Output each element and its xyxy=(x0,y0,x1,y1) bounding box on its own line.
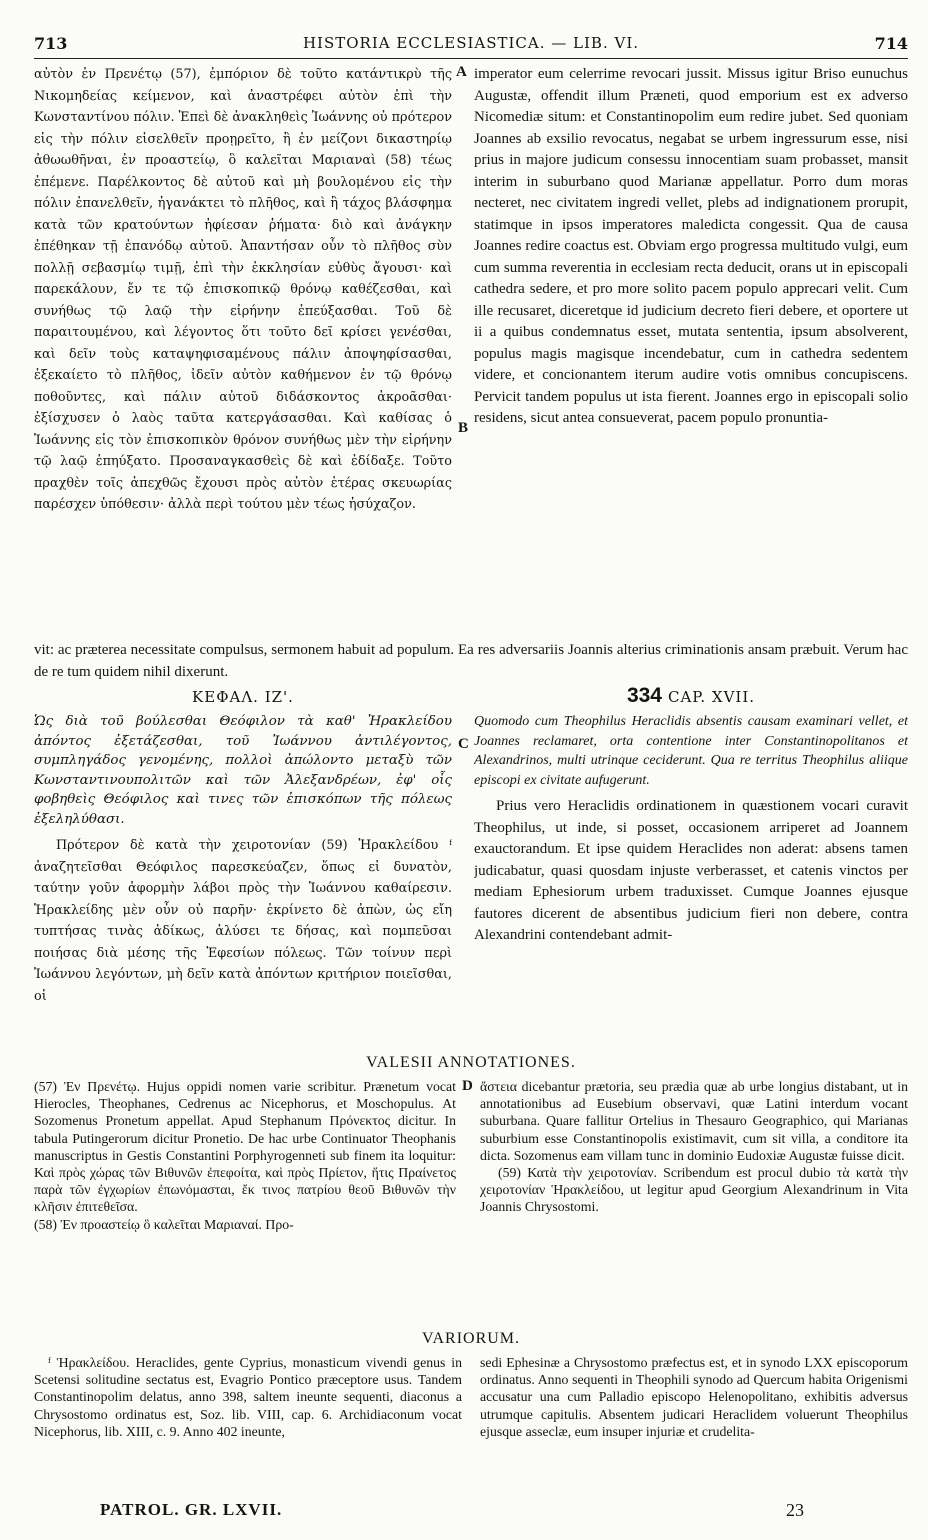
annotations-left-column xyxy=(34,1078,456,1324)
latin-chapter-summary: Quomodo cum Theophilus Heraclidis absentis causam examinari vellet, et Joannes reclamaret, orta contentione inter Constantinopolitanos et Alexandrinos, multi utrinque ceciderunt. Qua re territus Theophilus aliique episcopi ex civitate aufugerunt. xyxy=(474,714,908,788)
greek-passage: αὐτὸν ἐν Πρενέτῳ (57), ἐμπόριον δὲ τοῦτο κατάντικρὺ τῆς Νικομηδείας κείμενον, καὶ ἀναστρέφει αὐτὸν ἐπὶ τὴν Κωνσταντίνου πόλιν. Ἐπεὶ δὲ ἀνακληθεὶς Ἰωάννης οὐ πρότερον εἰς τὴν πόλιν εἰσελθεῖν προῃρεῖτο, ἢ ἐν μείζονι δικαστηρίῳ ἀθωωθῆναι, ἐν προαστείῳ, ὃ καλεῖται Μαριαναὶ (58) τέως ἐπέμενε. Παρέλκοντος δὲ αὐτοῦ καὶ μὴ βουλομένου εἰς τὴν πόλιν ἐπανελθεῖν, ἠγανάκτει τὸ πλῆθος, καὶ ἢ τάχος βλάσφημα κατὰ τῶν κρατούντων ἠφίεσαν ῥήματα· διὸ καὶ ἀνάγκην ἐπέθηκαν τῇ ἐπανόδῳ αὐτοῦ. Ἀπαντήσαν οὖν τὸ πλῆθος σὺν πολλῇ σεβασμίῳ τιμῇ, ἐπὶ τὴν ἐκκλησίαν εὐθὺς ἄγουσι· καὶ παρεκάλουν, ἔν τε τῷ ἐπισκοπικῷ θρόνῳ καθέζεσθαι, καὶ συνήθως τῷ λαῷ τὴν εἰρήνην ἐπεύξασθαι. Τοῦ δὲ παραιτουμένου, καὶ λέγοντος ὅτι τοῦτο δεῖ κρίσει γενέσθαι, καὶ δεῖν τοὺς καταψηφισαμένους πάλιν ἀποψηφίσασθαι, ἐξεκαίετο τὸ πλῆθος, ἰδεῖν αὐτὸν καθήμενον ἐν τῷ θρόνῳ ποθοῦντες, καὶ πάλιν αὐτοῦ διδάσκοντος ἀκροᾶσθαι· ἐξίσχυσεν ὁ λαὸς ταῦτα κατεργάσασθαι. Καὶ καθίσας ὁ Ἰωάννης εἰς τὸν ἐπισκοπικὸν θρόνον συνήθως μὲν τὴν εἰρήνην τῷ λαῷ ἐπηύξατο. Προσαναγκασθεὶς δὲ καὶ ἐδίδαξε. Τοῦτο πραχθὲν τοῖς ἀπεχθῶς ἔχουσι πρὸς αὐτὸν ἑτέρας σκευωρίας παρέσχεν ὑπόθεσιν· ἀλλὰ περὶ τούτου μὲν τέως ἡσύχαζον. xyxy=(34,67,452,512)
page-number-left: 713 xyxy=(34,34,68,53)
latin-fullwidth-passage: vit: ac præterea necessitate compulsus, sermonem habuit ad populum. Ea res adversariis Joannis alterius criminationis ansam præbuit. Verum hac de re tum quidem nihil dixerunt. xyxy=(34,642,908,680)
footer-signature: 23 xyxy=(786,1500,804,1520)
greek-chapter-heading: ΚΕΦΑΛ. ΙΖ'. xyxy=(192,688,294,706)
annotations-title: VALESII ANNOTATIONES. xyxy=(366,1054,576,1071)
latin-chapter-column xyxy=(474,712,908,1034)
variorum-left-column xyxy=(34,1354,462,1496)
latin-fullwidth-text xyxy=(34,640,908,684)
variorum-note-left: ᶠ Ἡρακλείδου. Heraclides, gente Cyprius, monasticum vivendi genus in Scetensi solitudine sectatus est, Evagrio Pontico præceptore usus. Tandem Constantinopolim delatus, anno 398, saltem ineunte sequenti, diaconus a Chrysostomo ordinatus est, Soz. lib. VIII, cap. 6. Archidiaconum vocat Nicephorus, lib. XIII, c. 9. Anno 402 ineunte, xyxy=(34,1355,462,1439)
annotation-58-continued: ἄστεια dicebantur prætoria, seu prædia quæ ab urbe longius distabant, ut in annotationibus ad Eusebium observavi, quæ Latini interdum vocant suburbana. Quare fallitur Ortelius in Thesauro Geographico, qui Marianas suburbium esse Constantinopolis existimavit, cum sit villa, a conditore ita dicta. Sozomenus eam villam tunc in dominio Eudoxiæ Augustæ fuisse dicit. xyxy=(480,1079,908,1163)
latin-passage: imperator eum celerrime revocari jussit. Missus igitur Briso eunuchus Augustæ, offendit illum Præneti, quod emporium est ex adverso Nicomediæ situm: et Constantinopolim eum redire jubet. Sed quoniam Joannes ab exsilio revocatus, negabat se urbem ingressurum esse, nisi prius in majore judicum consessu innocentiam suam probasset, mansit interim in suburbano quod Marianæ appellatur. Porro dum moras necteret, nec civitatem ingredi vellet, plebs ad indignationem prorupit, statimque in ipsos imperatores maledicta congessit. Qua de causa Joannes redire coactus est. Obviam ergo progressa multitudo vulgi, eum cum summa reverentia in ecclesiam recta deducit, orans ut in episcopali cathedra sedere, et pro more solito pacem populo apprecari velit. Cum ille recusaret, diceretque id judicium decreto fieri debere, et oportere ut ii a quibus condemnatus esset, mutata sententia, ipsum absolverent, populus magis magisque incendebatur, cum in cathedra sedentem videre, et concionantem iterum audire votis omnibus concupiscens. Pervicit tandem populus ut ista fierent. Joannes ergo in episcopali solio residens, sicut antea consueverat, pacem populo pronuntia- xyxy=(474,66,908,426)
greek-chapter-summary: Ὡς διὰ τοῦ βούλεσθαι Θεόφιλον τὰ καθ' Ἡρακλείδου ἀπόντος ἐξετάζεσθαι, τοῦ Ἰωάννου ἀντιλέγοντος, συμπληγάδος γενομένης, πολλοὶ ἀπώλοντο μεταξὺ τῶν Κωνσταντινουπολιτῶν καὶ τῶν Ἀλεξανδρέων, ἐφ' οἷς φοβηθεὶς Θεόφιλος καὶ τινες τῶν ἐπισκόπων τῆς πόλεως ἐξεληλύθασι. xyxy=(34,714,452,827)
variorum-right-column xyxy=(480,1354,908,1496)
annotations-right-column xyxy=(480,1078,908,1324)
page-number-right: 714 xyxy=(874,34,908,53)
latin-chapter-heading xyxy=(474,684,908,708)
margin-letter-c: C xyxy=(458,736,469,752)
margin-letter-d: D xyxy=(462,1078,473,1094)
running-header xyxy=(34,34,908,59)
running-title: HISTORIA ECCLESIASTICA. — LIB. VI. xyxy=(302,34,640,52)
latin-chapter-body: Prius vero Heraclidis ordinationem in quæstionem vocari curavit Theophilus, ut inde, si posset, occasionem arriperet ad Joannem exauctorandum. Et ipse quidem Heraclides non aderat: absens tamen judicabatur, quasi quosdam injuste verberasset, et catenis vinctos per mediam Ephesiorum urbem traduxisset. Cumque Joannes ejusque fautores dicerent de absentibus judicium fieri non debere, contra Alexandrini contendebant admit- xyxy=(474,798,908,943)
latin-text-column xyxy=(474,64,908,644)
greek-chapter-body: Πρότερον δὲ κατὰ τὴν χειροτονίαν (59) Ἡρακλείδου ᶠ ἀναζητεῖσθαι Θεόφιλος παρεσκεύαζεν, ὅπως εἰ δυνατὸν, ταύτην γοῦν ἀφορμὴν λάβοι πρὸς τὴν Ἰωάννου καθαίρεσιν. Ἡρακλείδης μὲν οὖν οὐ παρῆν· ἐκρίνετο δὲ ἀπὼν, ὡς εἴη τυπτήσας τινὰς ἀδίκως, ἀλύσει τε δήσας, καὶ πομπεῦσαι ποιήσας διὰ μέσης τῆς Ἐφεσίων πόλεως. Τῶν τοίνυν περὶ Ἰωάννου λεγόντων, μὴ δεῖν κατὰ ἀπόντων κριτήριον ποιεῖσθαι, οἱ xyxy=(34,838,452,1004)
variorum-title: VARIORUM. xyxy=(421,1330,521,1347)
margin-letter-a: A xyxy=(456,64,467,80)
greek-chapter-column xyxy=(34,712,452,1034)
annotation-57: (57) Ἐν Πρενέτῳ. Hujus oppidi nomen varie scribitur. Prænetum vocat Hierocles, Theophanes, Cedrenus ac Nicephorus, et Moschopulus. At Sozomenus Pronetum appellat. Apud Stephanum Πρόνεκτος dicitur. In tabula Putingerorum dicitur Pronetio. De hac urbe Continuator Theophanis manuscriptus in Gestis Constantini Porphyrogenneti sub finem ita loquitur: Καὶ πρὸς χώρας τῶν Βιθυνῶν ἐπεφοίτα, καὶ πρὸς Πρίετον, ἥτις Πραίνετος παρὰ τῶν ἐγχωρίων ἐπωνόμασται, ἔκ τινος πατρίου θεοῦ Βιθυνῶν τὴν κλῆσιν ἐπιτεθεῖσα. xyxy=(34,1079,456,1215)
margin-letter-b: B xyxy=(458,420,469,436)
variorum-note-right: sedi Ephesinæ a Chrysostomo præfectus est, et in synodo LXX episcoporum ordinatus. Anno sequenti in Theophili synodo ad Quercum habita Origenismi accusatur una cum Palladio episcopo Helenopolitano, exhibitis adversus utrumque capitulis. Absentem judicari Heraclidem voluerunt Theophilus ejusque asseclæ, eum insuper injuriæ et crudelita- xyxy=(480,1355,908,1439)
greek-text-column xyxy=(34,64,452,644)
footer-series: PATROL. GR. LXVII. xyxy=(100,1500,283,1519)
latin-chapter-title: CAP. XVII. xyxy=(668,688,756,706)
annotation-58: (58) Ἐν προαστείῳ ὃ καλεῖται Μαριαναί. Προ- xyxy=(34,1216,294,1232)
chapter-marginal-number: 334 xyxy=(626,684,662,707)
annotation-59: (59) Κατὰ τὴν χειροτονίαν. Scribendum est procul dubio τὰ κατὰ τὴν χειροτονίαν Ἡρακλείδου, ut legitur apud Georgium Alexandrinum in Vita Joannis Chrysostomi. xyxy=(480,1165,908,1215)
